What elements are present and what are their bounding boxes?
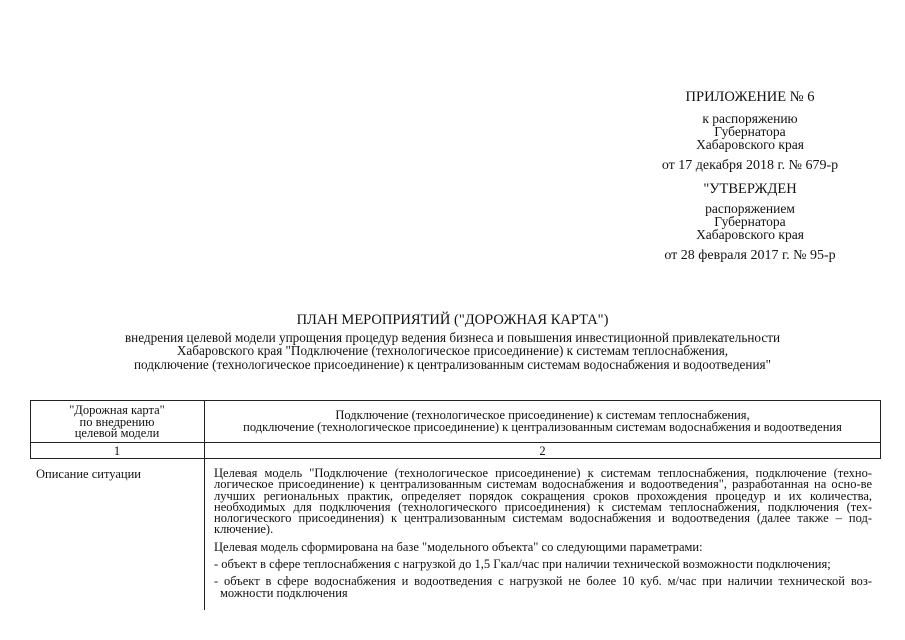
row-label-situation: Описание ситуации	[36, 467, 141, 481]
table-divider-numbers	[30, 458, 881, 459]
approved-line-3: Хабаровского края	[696, 227, 804, 242]
table-header-col1-line: "Дорожная карта"	[69, 403, 165, 417]
table-header-col2	[205, 410, 880, 433]
plan-subtitle-line: Хабаровского края "Подключение (технологическое присоединение) к системам теплоснабжения,	[176, 343, 729, 359]
table-header-col1-line: по внедрению	[79, 414, 155, 429]
appendix-title: ПРИЛОЖЕНИЕ № 6	[685, 89, 815, 105]
plan-title: ПЛАН МЕРОПРИЯТИЙ ("ДОРОЖНАЯ КАРТА")	[296, 312, 609, 328]
table-border-top	[30, 400, 881, 401]
description-paragraph: Целевая модель "Подключение (технологическое присоединение) к системам теплоснабжения, подключение (техно-логическое присоединение) к централизованным системам водоснабжения и водоотведения", разработанная на осно-ве лучших региональных практик, определяет порядок сокращения сроков прохождения процедур и их количества, необходимых для подключения (технологического присоединения) к системам теплоснабжения, подключения (тех-нологического присоединения) к централизованным системам водоснабжения и водоотведения (далее также – под-ключение).	[214, 466, 872, 537]
column-number-1: 1	[113, 444, 121, 458]
table-header-col2-line: Подключение (технологическое присоединение) к системам теплоснабжения,	[335, 408, 750, 422]
approved-title: "УТВЕРЖДЕН	[703, 181, 797, 197]
description-list-item: - объект в сфере теплоснабжения с нагрузкой до 1,5 Гкал/час при наличии технической возможности подключения;	[214, 557, 831, 572]
plan-subtitle-line: подключение (технологическое присоединение) к централизованным системам водоснабжения и водоотведения"	[134, 356, 771, 372]
table-border-right	[880, 400, 881, 459]
approved-line-1: распоряжением	[705, 201, 795, 216]
appendix-line-3: Хабаровского края	[696, 137, 804, 152]
appendix-block	[620, 88, 880, 264]
approved-date: от 28 февраля 2017 г. № 95-р	[664, 248, 836, 263]
situation-description	[214, 468, 872, 605]
approved-line-2: Губернатора	[714, 214, 786, 229]
column-number-2: 2	[539, 444, 546, 458]
table-header-col1-line: целевой модели	[74, 426, 160, 440]
description-paragraph: Целевая модель сформирована на базе "модельного объекта" со следующими параметрами:	[214, 539, 703, 554]
plan-subtitle-line: внедрения целевой модели упрощения процедур ведения бизнеса и повышения инвестиционной привлекательности	[124, 330, 781, 345]
table-header-col2-line: подключение (технологическое присоединение) к централизованным системам водоснабжения и водоотведения	[243, 419, 842, 434]
appendix-line-1: к распоряжению	[702, 111, 798, 126]
plan-subtitle	[20, 331, 885, 371]
appendix-date: от 17 декабря 2018 г. № 679-р	[661, 158, 839, 173]
description-list-item: - объект в сфере водоснабжения и водоотведения с нагрузкой не более 10 куб. м/час при наличии технической воз-можности подключения	[214, 574, 872, 600]
appendix-line-2: Губернатора	[714, 124, 786, 139]
table-divider-header	[30, 442, 881, 443]
table-header-col1	[30, 405, 204, 440]
